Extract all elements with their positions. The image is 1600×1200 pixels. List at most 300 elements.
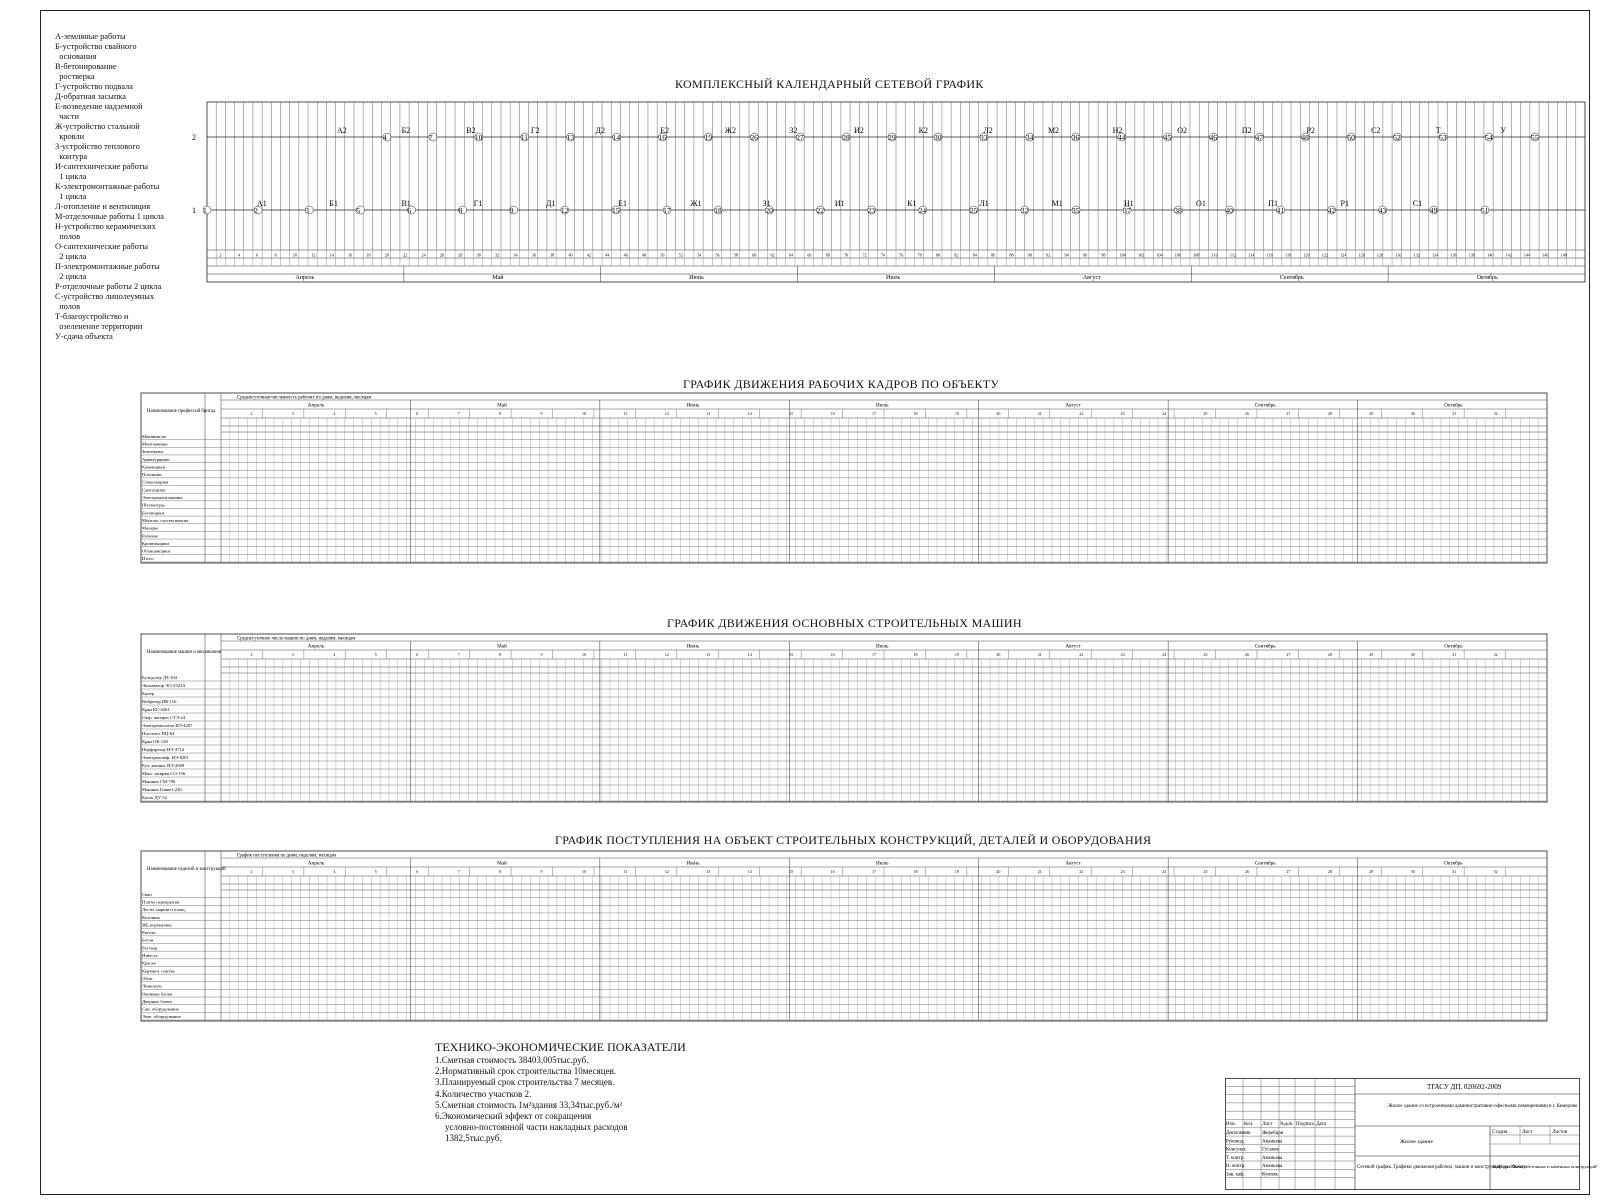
week-number: 32 xyxy=(1493,869,1498,874)
day-number: 100 xyxy=(1119,252,1126,258)
month-label: Июль xyxy=(886,275,901,281)
month-label: Октябрь xyxy=(1444,402,1463,409)
tep-line: 1.Сметная стоимость 38403,005тыс.руб. xyxy=(435,1055,589,1065)
day-number: 98 xyxy=(1101,252,1106,258)
week-number: 17 xyxy=(872,869,876,874)
day-number: 10 xyxy=(292,252,298,258)
week-number: 5 xyxy=(374,652,377,657)
week-number: 14 xyxy=(747,411,752,416)
day-number: 8 xyxy=(274,252,277,258)
week-number: 19 xyxy=(954,869,959,874)
work-label-top: И2 xyxy=(854,126,864,135)
day-number: 50 xyxy=(660,252,665,258)
day-number: 144 xyxy=(1523,252,1531,258)
day-number: 120 xyxy=(1303,252,1310,258)
month-label: Май xyxy=(497,402,507,409)
week-number: 8 xyxy=(499,411,502,416)
month-label: Сентябрь xyxy=(1254,860,1276,867)
row-label: Электрошлиф. ИЭ-8201 xyxy=(142,755,189,761)
day-number: 136 xyxy=(1450,252,1457,258)
row-label: Плиты перекрытия xyxy=(142,899,180,905)
day-number: 134 xyxy=(1432,252,1439,258)
week-number: 19 xyxy=(954,652,959,657)
legend-item: З-устройство теплового xyxy=(55,142,140,151)
month-label: Июнь xyxy=(686,402,700,409)
tep-line: 2.Нормативный срок строительства 10месяцев. xyxy=(435,1066,617,1077)
day-number: 44 xyxy=(605,252,610,258)
work-label-top: Г2 xyxy=(530,126,540,135)
stamp-name: Гусаков xyxy=(1262,1147,1279,1153)
network-node: 26 xyxy=(750,133,758,142)
tep-line: 3.Планируемый срок строительства 7 месяцев. xyxy=(435,1077,615,1088)
day-number: 102 xyxy=(1138,252,1145,258)
tep-line: 5.Сметная стоимость 1м²здания 33,34тыс.руб./м² xyxy=(435,1099,623,1110)
day-number: 84 xyxy=(972,252,977,258)
table-subheader: Среднесуточное число машин по дням, неделям, месяцам xyxy=(237,636,356,642)
network-node: 1 xyxy=(203,206,207,215)
week-number: 29 xyxy=(1369,652,1374,657)
day-number: 128 xyxy=(1376,252,1384,258)
row-label: Кран КС-4361 xyxy=(142,707,170,713)
week-number: 32 xyxy=(1493,652,1498,657)
row-label: Сантехники xyxy=(142,487,166,493)
week-number: 17 xyxy=(872,411,876,416)
row-label: Бетонщики xyxy=(142,510,165,516)
day-number: 124 xyxy=(1340,252,1347,258)
row-label: Машинисты xyxy=(142,433,167,439)
legend-item: Г-устройство подвала xyxy=(55,82,133,91)
week-number: 13 xyxy=(706,652,711,657)
network-title: КОМПЛЕКСНЫЙ КАЛЕНДАРНЫЙ СЕТЕВОЙ ГРАФИК xyxy=(675,77,984,91)
week-number: 27 xyxy=(1286,411,1291,416)
work-label-top: П2 xyxy=(1241,126,1252,135)
supply-title: ГРАФИК ПОСТУПЛЕНИЯ НА ОБЪЕКТ СТРОИТЕЛЬНЫХ КОНСТРУКЦИЙ, ДЕТАЛЕЙ И ОБОРУДОВАНИЯ xyxy=(555,833,1152,847)
week-number: 18 xyxy=(913,411,918,416)
week-number: 22 xyxy=(1079,652,1084,657)
stamp-role: Руковод. xyxy=(1226,1139,1245,1145)
network-node: 42 xyxy=(1327,206,1336,215)
month-label: Май xyxy=(492,275,504,281)
network-node: 18 xyxy=(714,206,722,215)
week-number: 14 xyxy=(747,869,752,874)
network-node: 53 xyxy=(1439,133,1447,142)
week-number: 2 xyxy=(250,869,253,874)
week-number: 8 xyxy=(499,652,502,657)
row-label: Маш. затирки СО-156 xyxy=(142,771,186,777)
row-label: Элек. оборудование xyxy=(142,1014,181,1020)
legend-item: 2 цикла xyxy=(55,272,87,281)
day-number: 96 xyxy=(1082,252,1088,258)
work-label-top: З2 xyxy=(789,126,798,135)
network-node: 43 xyxy=(1378,206,1387,215)
month-label: Октябрь xyxy=(1476,275,1498,281)
month-label: Июнь xyxy=(686,860,700,867)
day-number: 6 xyxy=(256,252,259,258)
row-label: 2 xyxy=(192,133,196,142)
network-node: 24 xyxy=(918,206,927,215)
week-number: 6 xyxy=(416,652,419,657)
week-number: 14 xyxy=(747,652,752,657)
week-number: 30 xyxy=(1410,652,1415,657)
day-number: 16 xyxy=(347,252,353,258)
day-number: 18 xyxy=(366,252,371,258)
row-label: Пистолет ПЦ-84 xyxy=(142,731,175,737)
row-label: Сан. оборудование xyxy=(142,1006,179,1012)
week-number: 27 xyxy=(1286,652,1291,657)
day-number: 90 xyxy=(1027,252,1032,258)
network-node: 12 xyxy=(560,206,569,215)
stamp-sheet-title: Сетевой график. Графики движения рабочих, машин и конструкций по объекту. xyxy=(1357,1165,1527,1170)
stamp-name: Кумпяк xyxy=(1262,1172,1278,1178)
row-label: Ригели xyxy=(142,930,156,936)
week-number: 3 xyxy=(291,411,294,416)
day-number: 56 xyxy=(715,252,720,258)
work-label-bottom: Г1 xyxy=(473,199,483,208)
row-label: Дверные блоки xyxy=(142,998,172,1004)
table-header: Наименование машин и механизмов xyxy=(147,650,222,655)
week-number: 22 xyxy=(1079,869,1084,874)
network-node: 15 xyxy=(611,206,620,215)
month-label: Апрель xyxy=(307,643,325,650)
week-number: 28 xyxy=(1327,652,1332,657)
row-label: Стекольщики xyxy=(142,479,169,485)
network-node: 11 xyxy=(520,133,528,142)
network-node: 48 xyxy=(1301,133,1309,142)
network-node: 55 xyxy=(1531,133,1539,142)
network-node: 46 xyxy=(1209,133,1218,142)
stamp-name: Ананьева xyxy=(1262,1139,1283,1145)
legend-item: А-земляные работы xyxy=(55,32,126,41)
tep-line: 6.Экономический эффект от сокращения xyxy=(435,1111,592,1122)
week-number: 23 xyxy=(1120,411,1125,416)
work-label-bottom: С1 xyxy=(1412,199,1423,208)
week-number: 3 xyxy=(291,652,294,657)
day-number: 36 xyxy=(531,252,536,258)
row-label: Кровельщики xyxy=(142,540,169,546)
network-node: 28 xyxy=(842,133,850,142)
week-number: 6 xyxy=(416,869,419,874)
week-number: 20 xyxy=(996,411,1001,416)
work-label-top: Б2 xyxy=(401,126,411,135)
legend-item: Б-устройство свайного xyxy=(55,42,137,51)
row-label: Руч. машин. ИЭ-2009 xyxy=(142,763,185,769)
network-node: 38 xyxy=(1174,206,1182,215)
day-number: 38 xyxy=(550,252,555,258)
title-block xyxy=(1225,1078,1599,1190)
work-label-top: К2 xyxy=(918,126,929,135)
network-node: 4 xyxy=(383,133,387,142)
week-number: 8 xyxy=(499,869,502,874)
week-number: 4 xyxy=(333,869,336,874)
row-label: 1 xyxy=(192,206,196,215)
stamp-name: Жеребцов xyxy=(1262,1131,1284,1136)
legend-item: Л-отопление и вентиляция xyxy=(55,202,151,211)
network-node: 6 xyxy=(407,206,412,215)
day-number: 114 xyxy=(1248,252,1255,258)
day-number: 4 xyxy=(237,252,240,258)
work-label-bottom: О1 xyxy=(1196,199,1206,208)
stamp-col-header: Лист xyxy=(1262,1122,1273,1127)
day-number: 26 xyxy=(439,252,445,258)
day-number: 108 xyxy=(1193,252,1200,258)
tep-line: 1382,5тыс.руб. xyxy=(445,1133,502,1144)
week-number: 27 xyxy=(1286,869,1291,874)
day-number: 122 xyxy=(1321,252,1329,258)
network-node: 25 xyxy=(969,206,978,215)
week-number: 24 xyxy=(1162,411,1167,416)
week-number: 5 xyxy=(374,869,377,874)
work-label-bottom: И1 xyxy=(834,199,845,208)
row-label: Итого xyxy=(142,556,154,562)
work-label-bottom: Р1 xyxy=(1340,199,1349,208)
network-node: 29 xyxy=(888,133,896,142)
legend-item: У-сдача объекта xyxy=(55,332,113,341)
work-label-top: Р2 xyxy=(1306,126,1315,135)
row-label: Оконные блоки xyxy=(142,991,173,997)
day-number: 60 xyxy=(752,252,757,258)
work-label-top: Т xyxy=(1435,126,1441,135)
day-number: 148 xyxy=(1560,252,1567,258)
day-number: 140 xyxy=(1487,252,1494,258)
week-number: 13 xyxy=(706,869,711,874)
legend-item: 1 цикла xyxy=(55,172,87,181)
week-number: 20 xyxy=(996,869,1001,874)
stamp-building: Жилое здание со встроенными административно-офисными помещениями в г. Кемерово xyxy=(1388,1104,1578,1109)
row-label: Штукатуры xyxy=(142,502,165,508)
network-node: 49 xyxy=(1429,206,1438,215)
week-number: 6 xyxy=(416,411,419,416)
network-node: 54 xyxy=(1485,133,1493,142)
day-number: 68 xyxy=(825,252,830,258)
row-label: Обои xyxy=(142,975,153,981)
week-number: 16 xyxy=(830,411,835,416)
network-node: 47 xyxy=(1255,133,1263,142)
row-label: ЖБ перемычки xyxy=(142,922,172,928)
legend-item: С-устройство линолеумных xyxy=(55,292,155,301)
work-label-top: Е2 xyxy=(660,126,670,135)
month-label: Август xyxy=(1065,643,1081,650)
legend-item: полов xyxy=(55,302,81,311)
network-node: 2 xyxy=(254,206,258,215)
network-node: 35 xyxy=(1072,206,1080,215)
machines-title: ГРАФИК ДВИЖЕНИЯ ОСНОВНЫХ СТРОИТЕЛЬНЫХ МАШИН xyxy=(667,616,1022,630)
legend-item: О-сантехнические работы xyxy=(55,242,149,251)
day-number: 30 xyxy=(476,252,481,258)
day-number: 20 xyxy=(384,252,389,258)
day-number: 64 xyxy=(788,252,794,258)
table-header: Наименование профессий бригад xyxy=(147,409,216,414)
legend-item: контура xyxy=(55,152,88,161)
week-number: 2 xyxy=(250,411,253,416)
week-number: 4 xyxy=(333,652,336,657)
legend-item: ростверка xyxy=(55,72,95,81)
day-number: 126 xyxy=(1358,252,1365,258)
day-number: 2 xyxy=(219,252,222,258)
row-label: Землекопы xyxy=(142,449,164,455)
week-number: 18 xyxy=(913,652,918,657)
day-number: 24 xyxy=(421,252,426,258)
week-number: 2 xyxy=(250,652,253,657)
row-label: Электромолоток ИЭ-4207 xyxy=(142,723,193,729)
week-number: 23 xyxy=(1120,652,1125,657)
stamp-col-header: Кол. xyxy=(1244,1122,1254,1127)
day-number: 58 xyxy=(733,252,739,258)
week-number: 26 xyxy=(1244,869,1249,874)
day-number: 80 xyxy=(935,252,941,258)
row-label: Бульдозер ДЗ-104 xyxy=(142,675,177,681)
row-label: Облицовщики xyxy=(142,548,170,554)
week-number: 11 xyxy=(623,411,628,416)
work-label-bottom: К1 xyxy=(907,199,917,208)
network-node: 14 xyxy=(612,133,621,142)
row-label: Раствор xyxy=(142,945,158,951)
day-number: 112 xyxy=(1229,252,1237,258)
network-node: 32 xyxy=(1020,206,1029,215)
day-number: 72 xyxy=(862,252,867,258)
network-node: 3 xyxy=(305,206,309,215)
day-number: 66 xyxy=(807,252,812,258)
row-label: Свар. аппарат СТЭ-24 xyxy=(142,715,186,721)
work-label-top: О2 xyxy=(1177,126,1187,135)
network-node: 10 xyxy=(474,133,483,142)
legend-item: Н-устройство керамических xyxy=(55,222,156,231)
month-label: Апрель xyxy=(295,275,315,281)
work-label-top: В2 xyxy=(466,126,476,135)
network-node: 13 xyxy=(566,133,575,142)
month-label: Сентябрь xyxy=(1279,275,1304,281)
month-label: Август xyxy=(1082,275,1101,281)
day-number: 104 xyxy=(1156,252,1163,258)
stamp-role: Н. контр. xyxy=(1226,1164,1246,1170)
network-node: 30 xyxy=(934,133,942,142)
month-label: Май xyxy=(497,860,507,867)
network-node: 44 xyxy=(1117,133,1126,142)
stamp-stage-header: Лист xyxy=(1522,1130,1533,1135)
row-label: Вибратор ИВ-116 xyxy=(142,699,177,705)
day-number: 40 xyxy=(568,252,573,258)
week-number: 31 xyxy=(1452,869,1457,874)
legend-item: В-бетонирование xyxy=(55,62,117,71)
month-label: Июль xyxy=(876,860,889,867)
month-label: Октябрь xyxy=(1444,860,1463,867)
day-number: 94 xyxy=(1064,252,1069,258)
week-number: 15 xyxy=(789,869,794,874)
month-label: Июнь xyxy=(686,643,700,650)
day-number: 132 xyxy=(1413,252,1420,258)
stamp-code: ТГАСУ ДП. 020692-2009 xyxy=(1427,1083,1502,1091)
work-legend xyxy=(55,32,205,342)
day-number: 14 xyxy=(329,252,334,258)
week-number: 3 xyxy=(291,869,294,874)
row-label: Монтаж. систем вентил. xyxy=(142,517,190,523)
week-number: 23 xyxy=(1120,869,1125,874)
row-label: Перфоратор ИЭ-4714 xyxy=(142,747,184,753)
work-label-bottom: Б1 xyxy=(329,199,338,208)
legend-item: И-сантехнические работы xyxy=(55,162,149,171)
network-node: 22 xyxy=(816,206,824,215)
month-label: Август xyxy=(1065,860,1081,867)
day-number: 110 xyxy=(1211,252,1218,258)
day-number: 118 xyxy=(1285,252,1292,258)
day-number: 106 xyxy=(1174,252,1182,258)
row-label: Лестн. марши и площ. xyxy=(142,907,186,913)
row-label: Плотники xyxy=(142,472,162,478)
network-node: 8 xyxy=(458,206,463,215)
row-label: Колонны xyxy=(142,914,160,920)
legend-item: кровли xyxy=(55,132,85,141)
legend-item: основания xyxy=(55,52,97,61)
network-node: 9 xyxy=(509,206,514,215)
day-number: 52 xyxy=(678,252,683,258)
day-number: 138 xyxy=(1468,252,1476,258)
day-number: 76 xyxy=(899,252,904,258)
month-label: Сентябрь xyxy=(1254,643,1276,650)
month-label: Сентябрь xyxy=(1254,402,1276,409)
legend-item: Т-благоустройство и xyxy=(55,312,129,321)
row-label: Рабочие xyxy=(142,533,158,539)
week-number: 21 xyxy=(1037,652,1042,657)
row-label: Электромонтажники xyxy=(142,495,183,501)
legend-item: озеленение территории xyxy=(55,322,143,331)
week-number: 20 xyxy=(996,652,1001,657)
day-number: 62 xyxy=(770,252,775,258)
legend-item: Д-обратная засыпка xyxy=(55,92,126,101)
week-number: 25 xyxy=(1203,411,1208,416)
week-number: 21 xyxy=(1037,869,1042,874)
network-node: 27 xyxy=(796,133,804,142)
week-number: 24 xyxy=(1162,869,1167,874)
stamp-col-header: Подпись xyxy=(1296,1122,1315,1127)
row-label: Экскаватор ЭО-3323А xyxy=(142,683,186,689)
network-node: 33 xyxy=(979,133,988,142)
network-node: 17 xyxy=(663,206,671,215)
week-number: 13 xyxy=(706,411,711,416)
work-label-bottom: Д1 xyxy=(545,199,556,208)
stamp-col-header: Дата xyxy=(1316,1122,1326,1127)
network-node: 41 xyxy=(1276,206,1285,215)
network-node: 34 xyxy=(1025,133,1034,142)
network-node: 23 xyxy=(867,206,876,215)
work-label-bottom: З1 xyxy=(762,199,771,208)
week-number: 22 xyxy=(1079,411,1084,416)
week-number: 7 xyxy=(457,869,460,874)
supply-table xyxy=(140,850,1550,1022)
week-number: 5 xyxy=(374,411,377,416)
row-label: Копер xyxy=(142,691,154,697)
day-number: 22 xyxy=(403,252,408,258)
work-label-top: А2 xyxy=(337,126,347,135)
day-number: 12 xyxy=(311,252,316,258)
day-number: 28 xyxy=(458,252,463,258)
day-number: 82 xyxy=(954,252,959,258)
week-number: 9 xyxy=(540,869,543,874)
week-number: 25 xyxy=(1203,652,1208,657)
legend-item: 1 цикла xyxy=(55,192,87,201)
day-number: 86 xyxy=(991,252,996,258)
tep-line: 4.Количество участков 2. xyxy=(435,1088,532,1099)
work-label-bottom: Е1 xyxy=(618,199,628,208)
week-number: 26 xyxy=(1244,652,1249,657)
table-header: Наименование изделий и конструкций xyxy=(147,867,226,872)
work-label-bottom: Ж1 xyxy=(690,199,702,208)
network-node: 37 xyxy=(1123,206,1131,215)
legend-item: Е-возведение надземной xyxy=(55,102,143,111)
day-number: 78 xyxy=(917,252,922,258)
legend-item: К-электромонтажные работы xyxy=(55,182,160,191)
network-node: 5 xyxy=(356,206,361,215)
row-label: Краска xyxy=(142,960,156,966)
month-label: Август xyxy=(1065,402,1081,409)
